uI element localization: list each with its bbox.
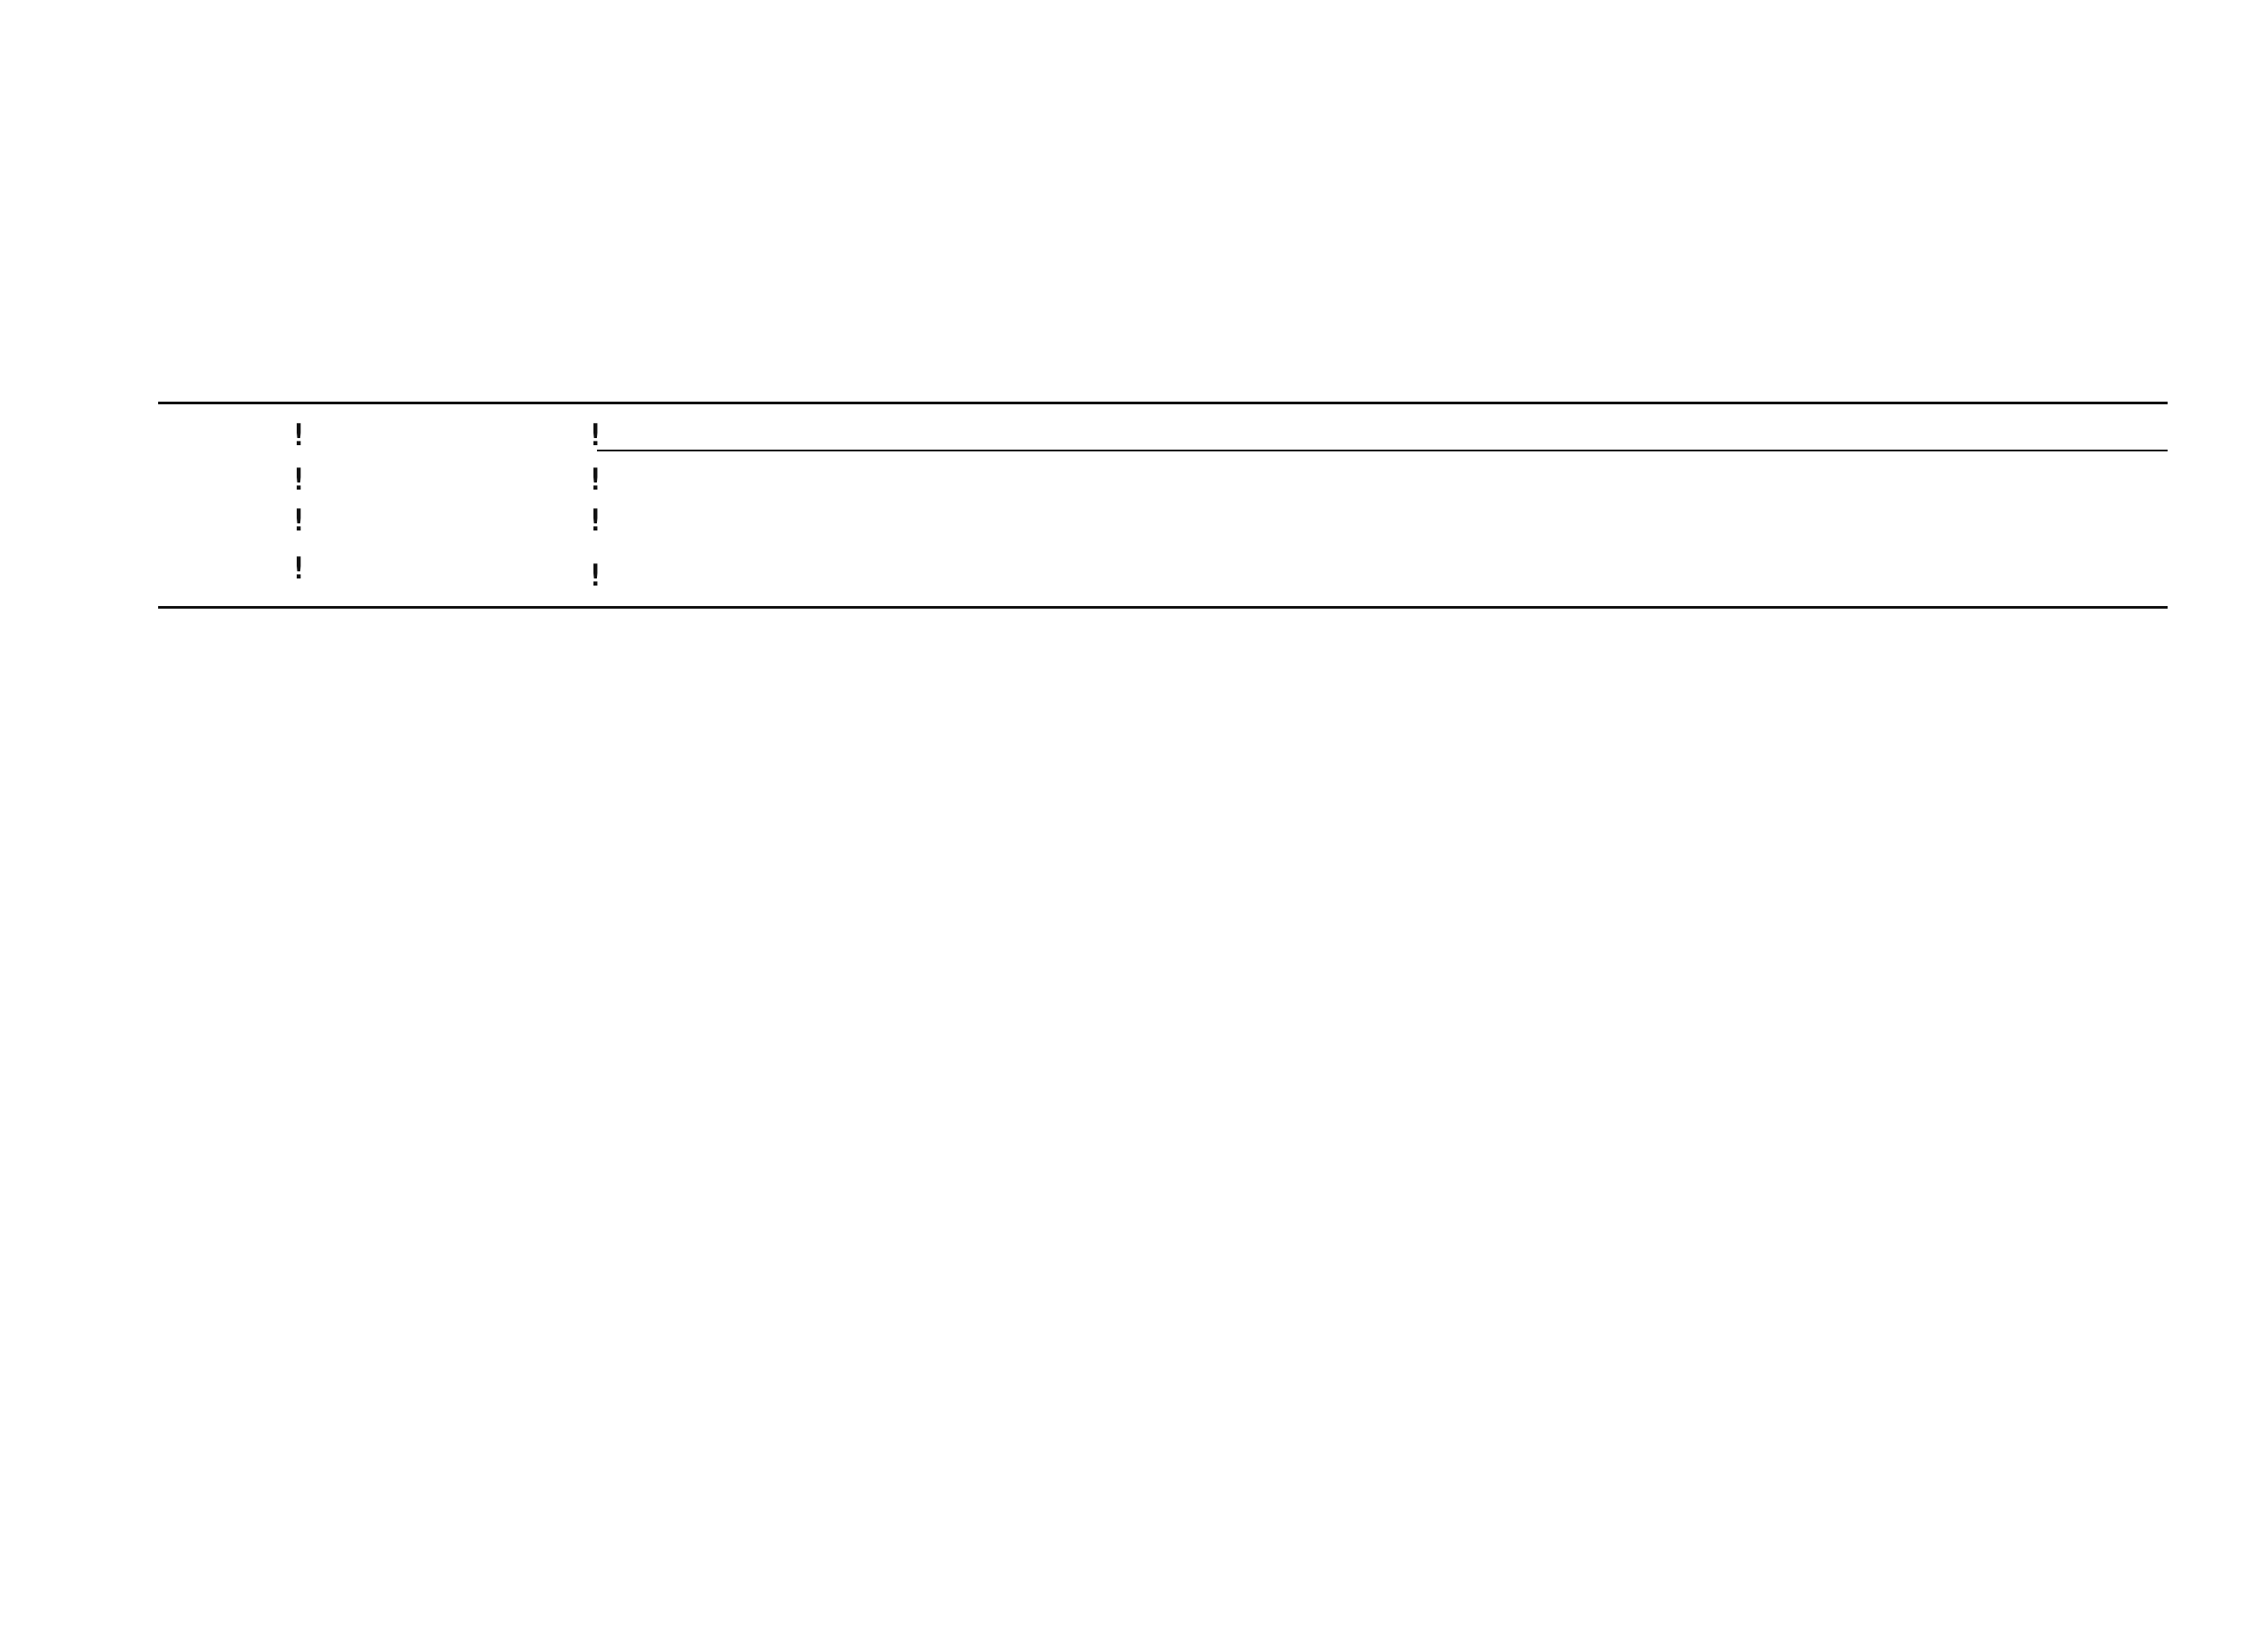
column-separator: ! <box>586 503 605 538</box>
column-separator: ! <box>586 558 605 594</box>
column-separator: ! <box>290 551 308 586</box>
column-separator: ! <box>290 503 308 538</box>
column-separator: ! <box>290 462 308 498</box>
table-caption <box>302 153 1990 201</box>
column-separator: ! <box>290 418 308 453</box>
header-bottom-rule <box>158 606 2168 609</box>
header-top-rule <box>158 402 2168 404</box>
column-separator: ! <box>586 462 605 498</box>
percent-underline-rule <box>597 450 2168 451</box>
column-separator: ! <box>586 418 605 453</box>
caption-line-1 <box>302 153 1990 201</box>
